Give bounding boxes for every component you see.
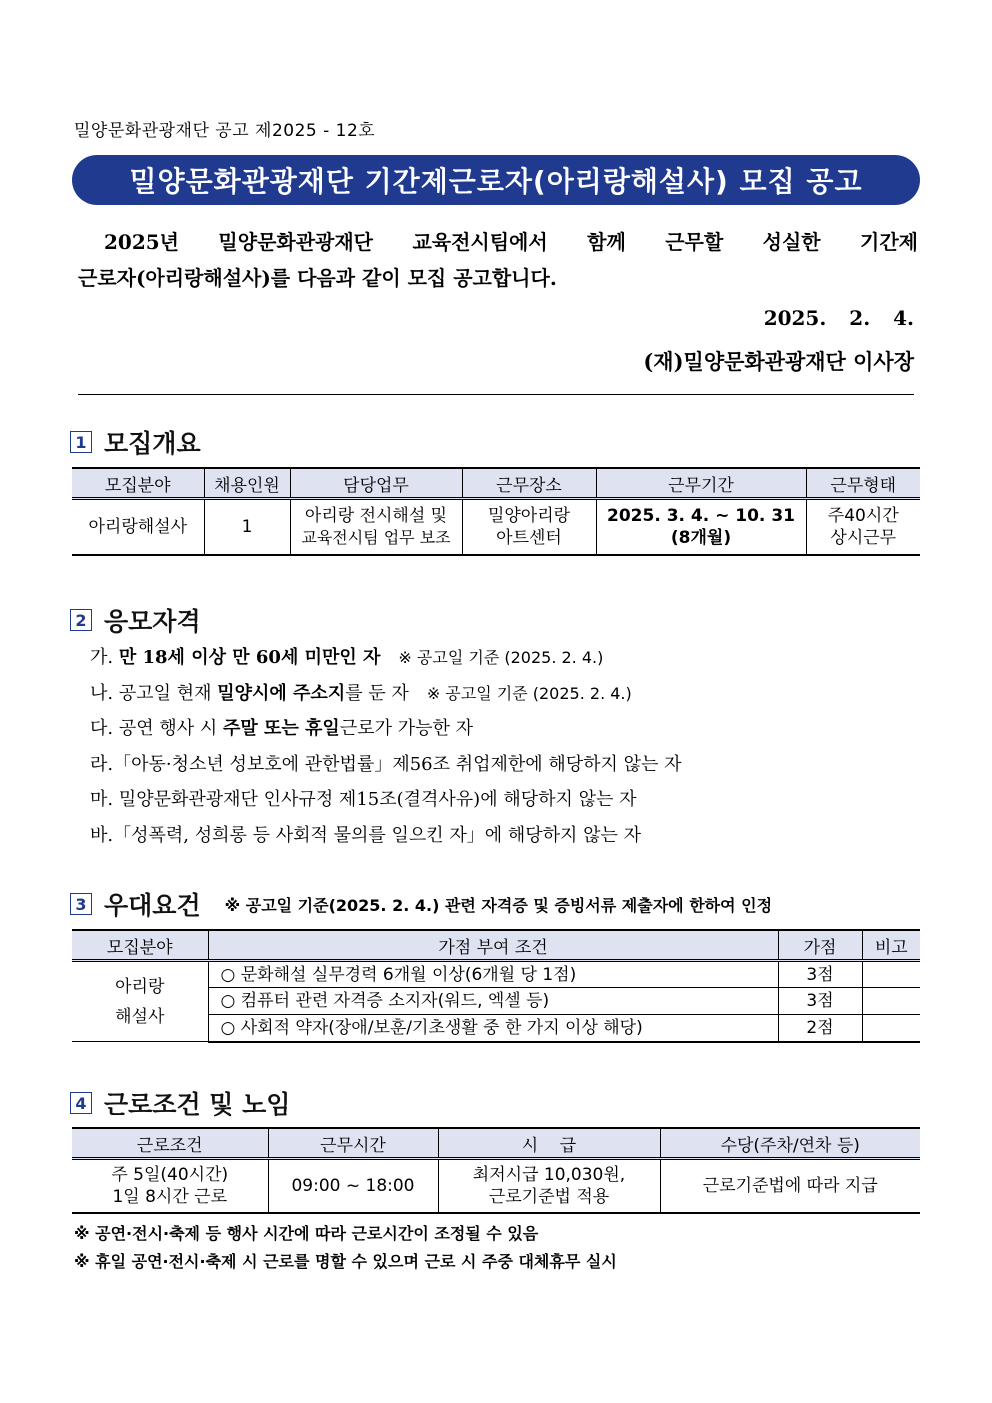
- page-title-text: 밀양문화관광재단 기간제근로자(아리랑해설사) 모집 공고: [129, 165, 863, 198]
- table-header-row: [72, 468, 920, 499]
- section-2-title: 응모자격: [104, 607, 201, 636]
- intro-line-1: 2025년 밀양문화관광재단 교육전시팀에서 함께 근무할 성실한 기간제: [104, 230, 918, 254]
- section-2-number: 2: [70, 609, 92, 631]
- list-item: 라.「아동·청소년 성보호에 관한법률」제56조 취업제한에 해당하지 않는 자: [90, 753, 682, 775]
- cell-type: [806, 499, 920, 555]
- qual-prefix: 나. 공고일 현재: [90, 682, 218, 704]
- qualification-list: [90, 640, 682, 853]
- qual-prefix: 가.: [90, 647, 119, 668]
- cell-duty-line-2: 교육전시팀 업무 보조: [301, 527, 451, 547]
- recruitment-overview-table: [72, 467, 920, 556]
- section-1-heading: [70, 424, 201, 460]
- section-3-title: 우대요건: [104, 891, 201, 920]
- cell-duty: [290, 499, 462, 555]
- header-condition: 가점 부여 조건: [208, 930, 778, 961]
- footnote-2: ※ 휴일 공연·전시·축제 시 근로를 명할 수 있으며 근로 시 주중 대체휴무 실시: [74, 1252, 617, 1271]
- cell-points: 3점: [778, 988, 862, 1015]
- cell-field-line-2: 해설사: [115, 1006, 165, 1027]
- issuer: (재)밀양문화관광재단 이사장: [643, 349, 914, 374]
- divider: [78, 394, 914, 395]
- footnotes: [74, 1220, 617, 1276]
- section-1-title: 모집개요: [104, 429, 201, 458]
- intro-paragraph: [78, 224, 918, 296]
- section-4-number: 4: [70, 1092, 92, 1114]
- notice-number: 밀양문화관광재단 공고 제2025 - 12호: [74, 121, 376, 141]
- header-type: 근무형태: [806, 468, 920, 499]
- cell-allowance: 근로기준법에 따라 지급: [660, 1159, 920, 1213]
- list-item: [90, 640, 682, 676]
- table-row: [72, 1159, 920, 1213]
- header-duty: 담당업무: [290, 468, 462, 499]
- cell-remarks: [862, 988, 920, 1015]
- cell-condition: ○ 사회적 약자(장애/보훈/기초생활 중 한 가지 이상 해당): [208, 1015, 778, 1042]
- qual-bold: 밀양시에 주소지: [217, 682, 346, 704]
- table-row: [72, 961, 920, 988]
- cell-field: [72, 961, 208, 1042]
- header-conditions: 근로조건: [72, 1128, 268, 1159]
- cell-wage-line-2: 근로기준법 적용: [488, 1186, 610, 1207]
- cell-place: [462, 499, 596, 555]
- section-3-heading: [70, 886, 772, 922]
- cell-type-line-1: 주40시간: [827, 505, 899, 526]
- cell-conditions: [72, 1159, 268, 1213]
- cell-remarks: [862, 1015, 920, 1042]
- header-wage: 시 급: [438, 1128, 660, 1159]
- section-2-heading: [70, 602, 201, 638]
- cell-conditions-line-2: 1일 8시간 근로: [112, 1186, 228, 1207]
- notice-date: 2025. 2. 4.: [763, 306, 914, 330]
- section-3-number: 3: [70, 893, 92, 915]
- section-1-number: 1: [70, 431, 92, 453]
- cell-period-line-2: (8개월): [670, 527, 732, 548]
- cell-field: 아리랑해설사: [72, 499, 204, 555]
- section-4-title: 근로조건 및 노임: [104, 1090, 291, 1119]
- cell-place-line-2: 아트센터: [496, 527, 562, 548]
- qual-rest: 를 둔 자: [345, 682, 409, 704]
- cell-condition: ○ 문화해설 실무경력 6개월 이상(6개월 당 1점): [208, 961, 778, 988]
- cell-points: 3점: [778, 961, 862, 988]
- preference-table: [72, 929, 920, 1043]
- list-item: 바.「성폭력, 성희롱 등 사회적 물의를 일으킨 자」에 해당하지 않는 자: [90, 824, 642, 846]
- cell-count: 1: [204, 499, 290, 555]
- cell-wage-line-1: 최저시급 10,030원,: [472, 1164, 626, 1185]
- section-3-note: ※ 공고일 기준(2025. 2. 4.) 관련 자격증 및 증빙서류 제출자에 한하여 인정: [224, 895, 773, 915]
- cell-duty-line-1: 아리랑 전시해설 및: [304, 505, 448, 526]
- cell-period-line-1: 2025. 3. 4. ~ 10. 31: [607, 505, 795, 526]
- qual-note: ※ 공고일 기준 (2025. 2. 4.): [398, 648, 604, 667]
- header-remarks: 비고: [862, 930, 920, 961]
- cell-place-line-1: 밀양아리랑: [487, 505, 571, 526]
- table-row: [72, 499, 920, 555]
- header-allowance: 수당(주차/연차 등): [660, 1128, 920, 1159]
- intro-line-2: 근로자(아리랑해설사)를 다음과 같이 모집 공고합니다.: [78, 266, 557, 290]
- cell-type-line-2: 상시근무: [830, 527, 897, 548]
- qual-bold: 만 18세 이상 만 60세 미만인 자: [118, 647, 381, 668]
- header-points: 가점: [778, 930, 862, 961]
- cell-condition: ○ 컴퓨터 관련 자격증 소지자(워드, 엑셀 등): [208, 988, 778, 1015]
- header-hours: 근무시간: [268, 1128, 438, 1159]
- list-item: [90, 676, 682, 712]
- list-item: [90, 711, 682, 747]
- footnote-1: ※ 공연·전시·축제 등 행사 시간에 따라 근로시간이 조정될 수 있음: [74, 1224, 539, 1243]
- header-place: 근무장소: [462, 468, 596, 499]
- qual-rest: 근로가 가능한 자: [339, 718, 473, 739]
- table-header-row: [72, 930, 920, 961]
- cell-conditions-line-1: 주 5일(40시간): [111, 1164, 229, 1185]
- header-field: 모집분야: [72, 468, 204, 499]
- header-count: 채용인원: [204, 468, 290, 499]
- cell-hours: 09:00 ~ 18:00: [268, 1159, 438, 1213]
- header-period: 근무기간: [596, 468, 806, 499]
- list-item: 마. 밀양문화관광재단 인사규정 제15조(결격사유)에 해당하지 않는 자: [90, 789, 637, 810]
- header-field: 모집분야: [72, 930, 208, 961]
- cell-period: [596, 499, 806, 555]
- working-conditions-table: [72, 1127, 920, 1214]
- qual-prefix: 다. 공연 행사 시: [90, 718, 223, 739]
- cell-points: 2점: [778, 1015, 862, 1042]
- table-header-row: [72, 1128, 920, 1159]
- cell-field-line-1: 아리랑: [115, 976, 165, 997]
- qual-note: ※ 공고일 기준 (2025. 2. 4.): [426, 683, 632, 703]
- cell-wage: [438, 1159, 660, 1213]
- qual-bold: 주말 또는 휴일: [222, 718, 340, 739]
- cell-remarks: [862, 961, 920, 988]
- page-title: [72, 155, 920, 205]
- section-4-heading: [70, 1085, 290, 1121]
